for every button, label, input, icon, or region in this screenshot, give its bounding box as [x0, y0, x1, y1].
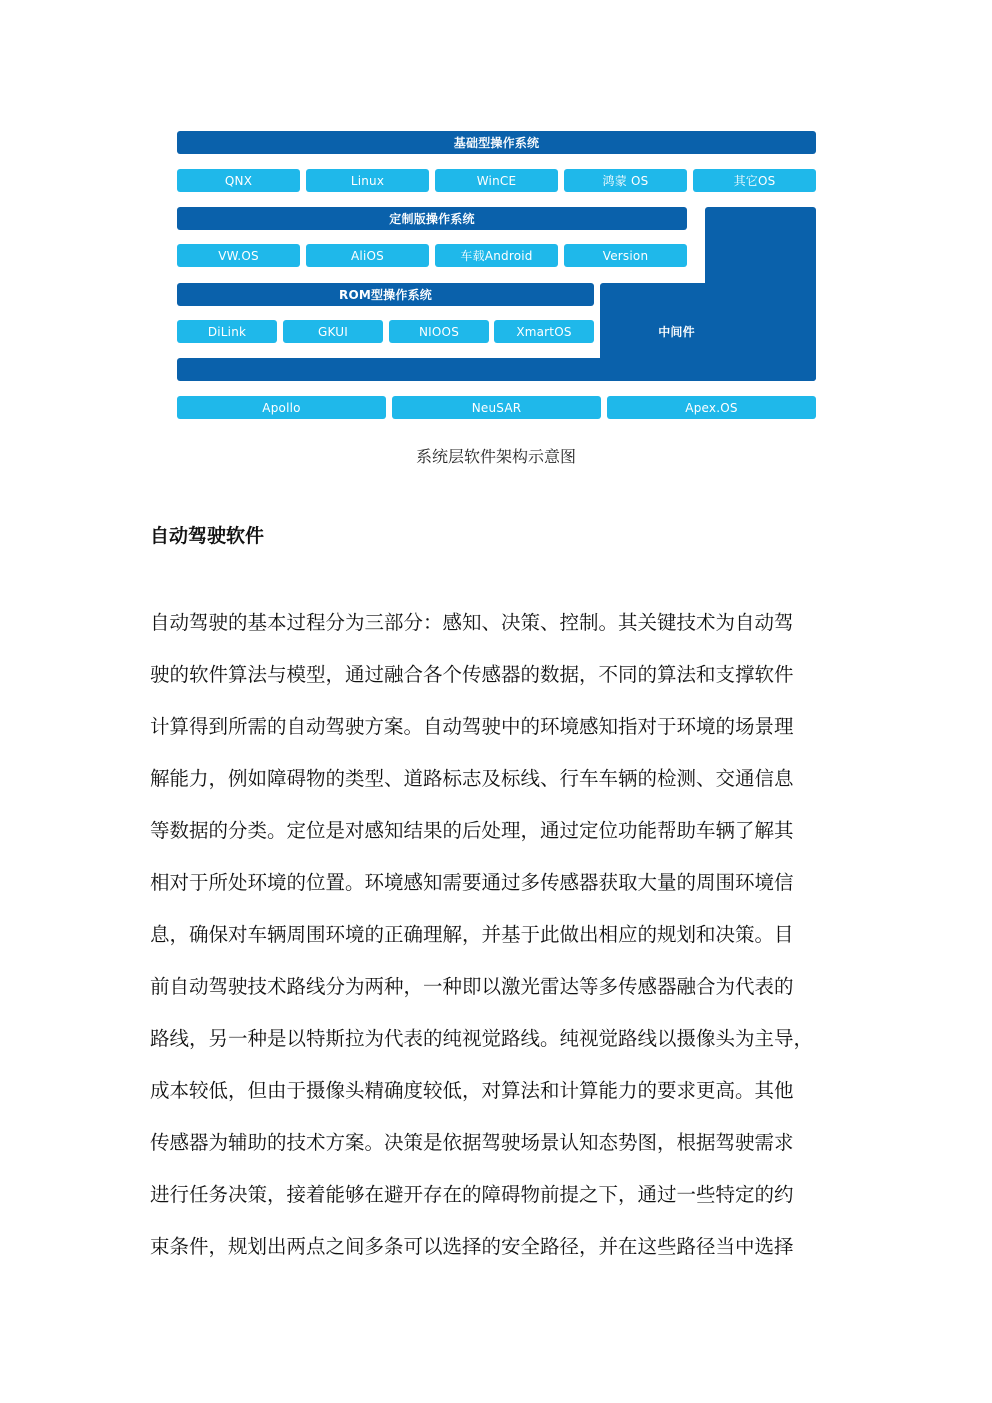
os-item-version: Version	[564, 244, 687, 267]
os-item-gkui: GKUI	[283, 320, 383, 343]
os-item-android: 车载Android	[435, 244, 558, 267]
foundation-bar	[177, 358, 816, 381]
section-heading: 自动驾驶软件	[150, 525, 265, 547]
platform-item-apexos: Apex.OS	[607, 396, 816, 419]
diagram-caption: 系统层软件架构示意图	[415, 447, 576, 466]
basic-os-header: 基础型操作系统	[177, 131, 816, 154]
body-paragraph	[150, 597, 870, 1273]
os-item-other: 其它OS	[693, 169, 816, 192]
paragraph-line: 成本较低，但由于摄像头精确度较低，对算法和计算能力的要求更高。其他	[150, 1079, 794, 1102]
platform-item-apollo: Apollo	[177, 396, 386, 419]
paragraph-line: 前自动驾驶技术路线分为两种，一种即以激光雷达等多传感器融合为代表的	[150, 975, 794, 998]
paragraph-line: 束条件，规划出两点之间多条可以选择的安全路径，并在这些路径当中选择	[150, 1235, 794, 1258]
paragraph-line: 进行任务决策，接着能够在避开存在的障碍物前提之下，通过一些特定的约	[150, 1183, 794, 1206]
paragraph-line: 传感器为辅助的技术方案。决策是依据驾驶场景认知态势图，根据驾驶需求	[150, 1131, 794, 1154]
os-item-vwos: VW.OS	[177, 244, 300, 267]
os-item-alios: AliOS	[306, 244, 429, 267]
paragraph-line: 计算得到所需的自动驾驶方案。自动驾驶中的环境感知指对于环境的场景理	[150, 715, 794, 738]
paragraph-line: 路线，另一种是以特斯拉为代表的纯视觉路线。纯视觉路线以摄像头为主导，	[150, 1027, 814, 1050]
os-item-qnx: QNX	[177, 169, 300, 192]
os-item-xmartos: XmartOS	[494, 320, 594, 343]
paragraph-line: 息，确保对车辆周围环境的正确理解，并基于此做出相应的规划和决策。目	[150, 923, 794, 946]
paragraph-line: 相对于所处环境的位置。环境感知需要通过多传感器获取大量的周围环境信	[150, 871, 794, 894]
os-item-nioos: NIOOS	[389, 320, 489, 343]
paragraph-line: 等数据的分类。定位是对感知结果的后处理，通过定位功能帮助车辆了解其	[150, 819, 794, 842]
platform-item-neusar: NeuSAR	[392, 396, 601, 419]
os-item-dilink: DiLink	[177, 320, 277, 343]
os-item-linux: Linux	[306, 169, 429, 192]
custom-os-header: 定制版操作系统	[177, 207, 687, 230]
middleware-label: 中间件	[658, 325, 695, 339]
paragraph-line: 自动驾驶的基本过程分为三部分：感知、决策、控制。其关键技术为自动驾	[150, 611, 794, 634]
os-item-harmony: 鸿蒙 OS	[564, 169, 687, 192]
paragraph-line: 驶的软件算法与模型，通过融合各个传感器的数据，不同的算法和支撑软件	[150, 663, 794, 686]
rom-os-header: ROM型操作系统	[177, 283, 594, 306]
paragraph-line: 解能力，例如障碍物的类型、道路标志及标线、行车车辆的检测、交通信息	[150, 767, 794, 790]
os-item-wince: WinCE	[435, 169, 558, 192]
system-layer-architecture-diagram	[0, 0, 992, 430]
